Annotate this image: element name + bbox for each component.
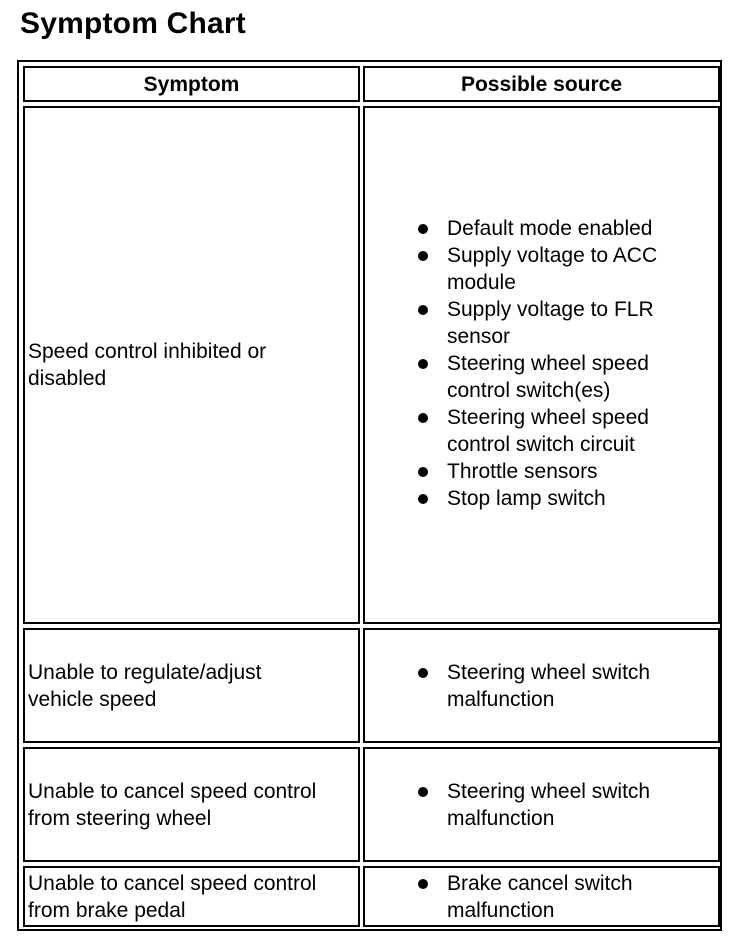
table-row-sources — [363, 866, 720, 927]
symptom-table — [17, 60, 722, 931]
list-item: Supply voltage to FLR sensor — [447, 296, 718, 350]
list-item: Brake cancel switch malfunction — [447, 870, 718, 924]
table-row-sources — [363, 628, 720, 743]
source-list — [365, 215, 718, 512]
bullet-icon — [418, 305, 428, 315]
bullet-icon — [418, 494, 428, 504]
bullet-icon — [418, 413, 428, 423]
list-item: Supply voltage to ACC module — [447, 242, 718, 296]
bullet-icon — [418, 359, 428, 369]
table-row-symptom — [23, 747, 360, 862]
bullet-icon — [418, 668, 428, 678]
table-row-sources — [363, 747, 720, 862]
symptom-text: Speed control inhibited or disabled — [28, 340, 267, 390]
source-list — [365, 778, 718, 832]
page-title: Symptom Chart — [20, 7, 246, 40]
symptom-text: Unable to cancel speed control from brake pedal — [28, 871, 317, 922]
list-item: Stop lamp switch — [447, 485, 718, 512]
bullet-icon — [418, 251, 428, 261]
symptom-text: Unable to regulate/adjust vehicle speed — [28, 660, 262, 711]
table-row-symptom — [23, 866, 360, 927]
symptom-text: Unable to cancel speed control from steering wheel — [28, 779, 317, 830]
table-row-symptom — [23, 628, 360, 743]
table-row-sources — [363, 106, 720, 624]
list-item: Steering wheel switch malfunction — [447, 778, 718, 832]
header-symptom: Symptom — [23, 66, 360, 102]
list-item: Default mode enabled — [447, 215, 718, 242]
bullet-icon — [418, 879, 428, 889]
bullet-icon — [418, 224, 428, 234]
table-row-symptom — [23, 106, 360, 624]
list-item: Steering wheel switch malfunction — [447, 659, 718, 713]
list-item: Steering wheel speed control switch(es) — [447, 350, 718, 404]
source-list — [365, 659, 718, 713]
bullet-icon — [418, 787, 428, 797]
header-possible-source: Possible source — [363, 66, 720, 102]
list-item: Steering wheel speed control switch circuit — [447, 404, 718, 458]
source-list — [365, 870, 718, 924]
list-item: Throttle sensors — [447, 458, 718, 485]
bullet-icon — [418, 467, 428, 477]
